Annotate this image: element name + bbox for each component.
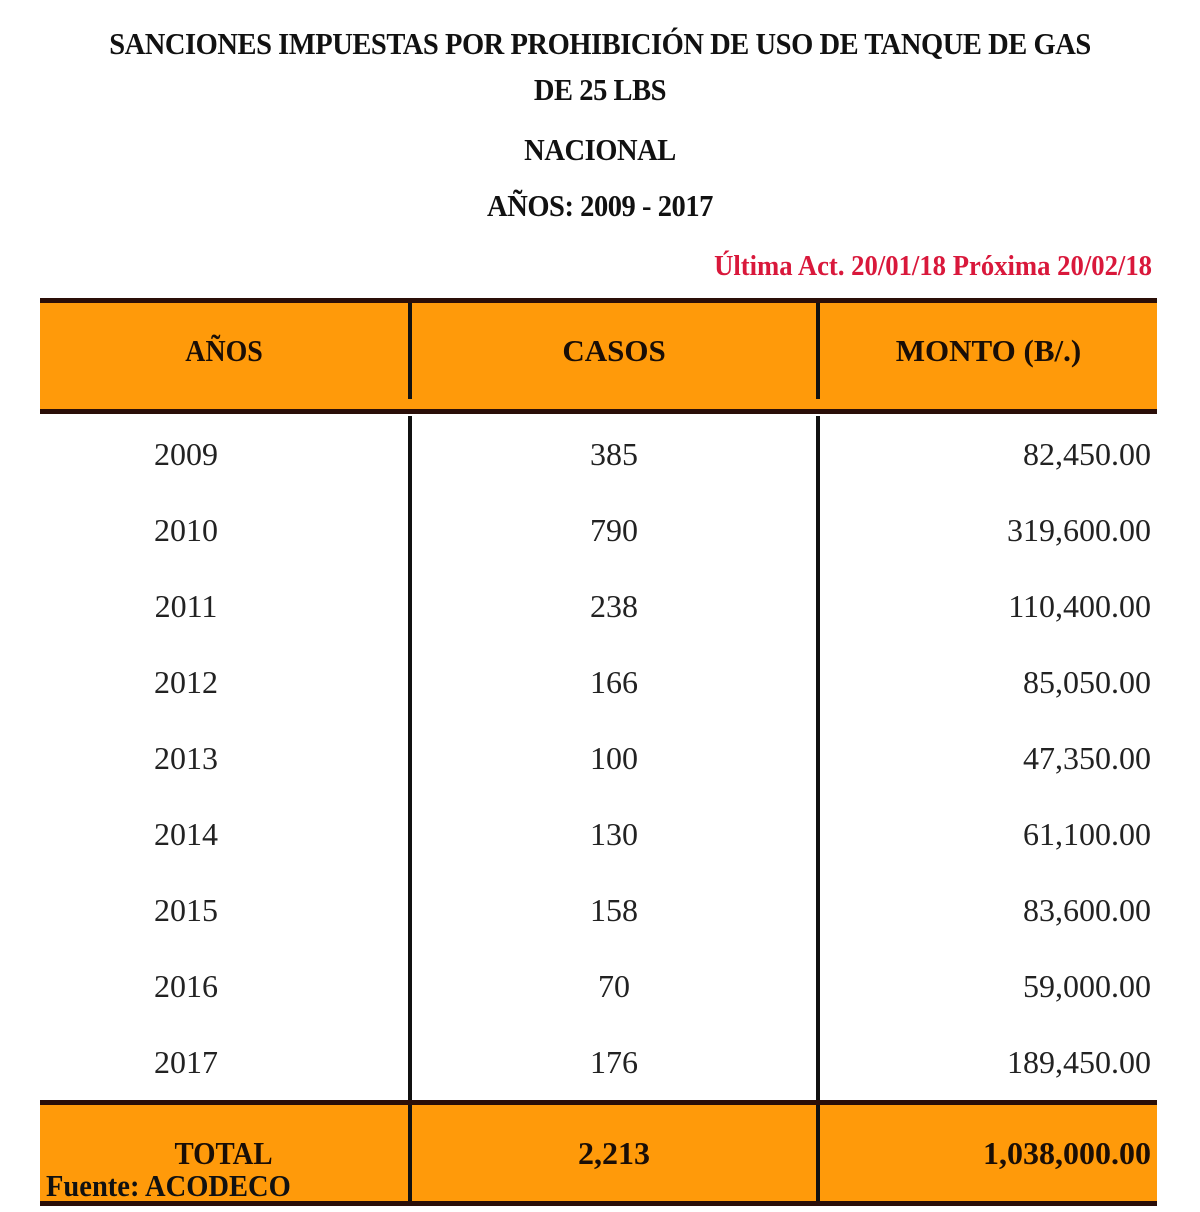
update-note: Última Act. 20/01/18 Próxima 20/02/18 (714, 250, 1152, 282)
year-value: 2015 (154, 891, 218, 928)
total-amount-cell: 1,038,000.00 (816, 1105, 1157, 1201)
amount-cell: 85,050.00 (816, 644, 1157, 720)
column-header-amount (816, 303, 1157, 399)
year-cell (40, 416, 408, 492)
source-note: Fuente: ACODECO (46, 1168, 291, 1203)
table-row (40, 416, 1157, 492)
year-cell (40, 720, 408, 796)
year-cell (40, 1024, 408, 1100)
column-header-label: MONTO (B/.) (895, 333, 1082, 368)
table-row (40, 1024, 1157, 1100)
year-value: 2009 (154, 435, 218, 472)
amount-cell: 83,600.00 (816, 872, 1157, 948)
amount-cell: 82,450.00 (816, 416, 1157, 492)
table-row (40, 644, 1157, 720)
total-cases-cell: 2,213 (408, 1105, 816, 1201)
sanctions-table (40, 298, 1157, 1206)
total-label: TOTAL (174, 1134, 274, 1171)
table-body (40, 414, 1157, 1100)
title-line-2: DE 25 LBS (533, 72, 667, 107)
column-header-label: CASOS (562, 333, 666, 368)
table-header-row (40, 298, 1157, 414)
amount-cell: 189,450.00 (816, 1024, 1157, 1100)
cases-cell: 130 (408, 796, 816, 872)
cases-cell: 238 (408, 568, 816, 644)
table-row (40, 720, 1157, 796)
year-cell (40, 492, 408, 568)
cases-cell: 100 (408, 720, 816, 796)
table-row (40, 948, 1157, 1024)
scope-label: NACIONAL (524, 132, 676, 167)
year-value: 2017 (154, 1043, 218, 1080)
cases-cell: 70 (408, 948, 816, 1024)
year-cell (40, 796, 408, 872)
cases-cell: 790 (408, 492, 816, 568)
period-label: AÑOS: 2009 - 2017 (487, 188, 713, 223)
title-line-1: SANCIONES IMPUESTAS POR PROHIBICIÓN DE USO DE TANQUE DE GAS (109, 26, 1091, 61)
column-header-label: AÑOS (185, 333, 263, 368)
table-row (40, 796, 1157, 872)
year-cell (40, 644, 408, 720)
year-cell (40, 948, 408, 1024)
cases-cell: 158 (408, 872, 816, 948)
year-value: 2013 (154, 739, 218, 776)
amount-cell: 47,350.00 (816, 720, 1157, 796)
cases-cell: 385 (408, 416, 816, 492)
amount-cell: 319,600.00 (816, 492, 1157, 568)
year-value: 2014 (154, 815, 218, 852)
amount-cell: 59,000.00 (816, 948, 1157, 1024)
table-row (40, 492, 1157, 568)
table-row (40, 568, 1157, 644)
year-value: 2010 (154, 511, 218, 548)
year-value: 2012 (154, 663, 218, 700)
amount-cell: 110,400.00 (816, 568, 1157, 644)
cases-cell: 166 (408, 644, 816, 720)
year-value: 2011 (154, 587, 218, 624)
year-cell (40, 568, 408, 644)
year-value: 2016 (154, 967, 218, 1004)
amount-cell: 61,100.00 (816, 796, 1157, 872)
column-header-years (40, 303, 408, 399)
cases-cell: 176 (408, 1024, 816, 1100)
year-cell (40, 872, 408, 948)
column-header-cases (408, 303, 816, 399)
table-row (40, 872, 1157, 948)
